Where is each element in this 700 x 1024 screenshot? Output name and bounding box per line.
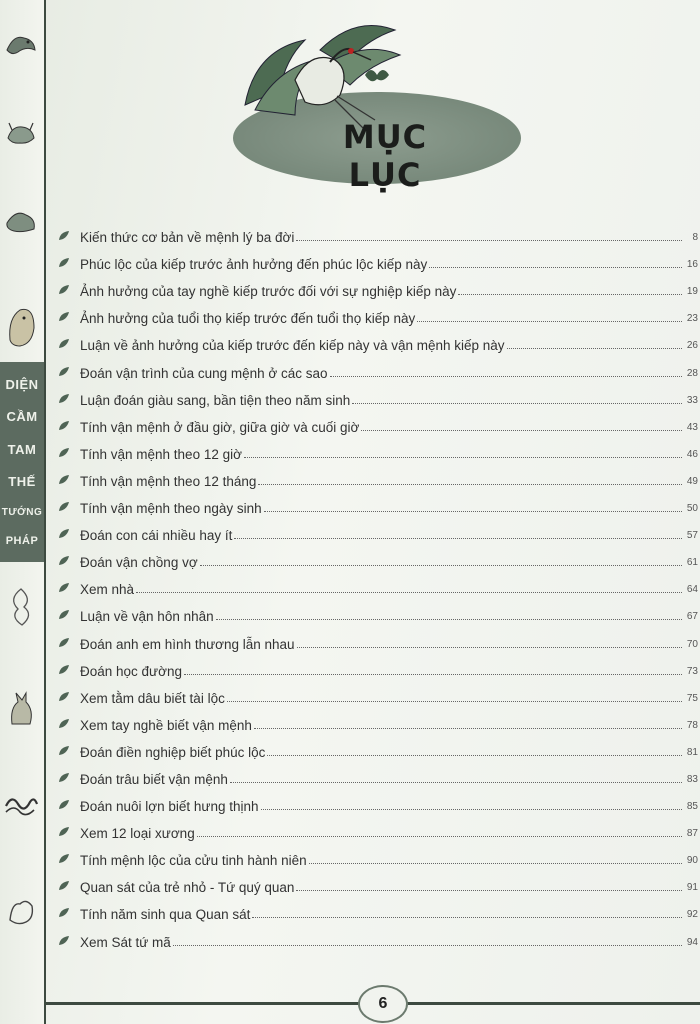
toc-entry[interactable] — [58, 408, 698, 435]
toc-entry[interactable] — [58, 733, 698, 760]
dot-leader — [234, 538, 682, 539]
toc-entry[interactable] — [58, 353, 698, 380]
series-title-word: TAM — [7, 441, 37, 457]
toc-entry[interactable] — [58, 516, 698, 543]
toc-entry-page: 16 — [686, 259, 698, 271]
toc-entry[interactable] — [58, 760, 698, 787]
dragon-icon — [4, 790, 38, 820]
dot-leader — [230, 782, 682, 783]
toc-entry-page: 61 — [686, 557, 698, 569]
toc-entry[interactable] — [58, 245, 698, 272]
toc-entry-page: 81 — [686, 746, 698, 758]
toc-header — [225, 10, 525, 194]
toc-entry-title: Luận đoán giàu sang, bần tiện theo năm sinh — [80, 392, 351, 408]
toc-entry-page: 23 — [686, 313, 698, 325]
leaf-bullet-icon — [58, 771, 70, 785]
toc-entry[interactable] — [58, 543, 698, 570]
zodiac-animal-icon — [4, 890, 38, 930]
dot-leader — [361, 430, 682, 431]
toc-entry[interactable] — [58, 381, 698, 408]
dot-leader — [244, 457, 682, 458]
toc-entry-page: 70 — [686, 638, 698, 650]
toc-entry-page: 50 — [686, 503, 698, 515]
toc-entry-page: 90 — [686, 855, 698, 867]
leaf-bullet-icon — [58, 581, 70, 595]
leaf-bullet-icon — [58, 554, 70, 568]
toc-entry-page: 92 — [686, 909, 698, 921]
leaf-bullet-icon — [58, 310, 70, 324]
toc-entry[interactable] — [58, 922, 698, 949]
series-title-word: CẦM — [6, 409, 38, 425]
toc-entry-title: Đoán vận chồng vợ — [80, 555, 198, 571]
toc-entry-page: 28 — [686, 367, 698, 379]
toc-entry[interactable] — [58, 570, 698, 597]
toc-entry-title: Tính năm sinh qua Quan sát — [80, 907, 251, 923]
toc-entry-title: Xem tay nghề biết vận mệnh — [80, 717, 252, 733]
toc-entry-title: Đoán điền nghiệp biết phúc lộc — [80, 744, 266, 760]
toc-entry-page: 26 — [686, 340, 698, 352]
toc-entry[interactable] — [58, 462, 698, 489]
toc-entry[interactable] — [58, 841, 698, 868]
leaf-bullet-icon — [58, 337, 70, 351]
toc-entry-page: 49 — [686, 475, 698, 487]
dot-leader — [267, 755, 682, 756]
toc-entry-title: Đoán nuôi lợn biết hưng thịnh — [80, 799, 259, 815]
leaf-bullet-icon — [58, 934, 70, 948]
toc-entry[interactable] — [58, 787, 698, 814]
toc-entry-page: 94 — [686, 936, 698, 948]
zodiac-animal-icon — [4, 205, 38, 235]
toc-entry-title: Ảnh hưởng của tuổi thọ kiếp trước đến tuổi thọ kiếp này — [80, 311, 416, 327]
toc-entry-page: 87 — [686, 828, 698, 840]
dot-leader — [197, 836, 682, 837]
dot-leader — [252, 917, 682, 918]
dot-leader — [297, 647, 682, 648]
left-decorative-strip — [0, 0, 46, 1024]
series-title-word: DIỆN — [5, 376, 39, 392]
toc-entry[interactable] — [58, 624, 698, 651]
leaf-bullet-icon — [58, 636, 70, 650]
toc-entry-page: 8 — [692, 232, 698, 244]
dot-leader — [330, 376, 683, 377]
toc-list — [58, 218, 698, 950]
page-number-badge — [358, 985, 408, 1023]
dot-leader — [429, 267, 682, 268]
toc-entry-page: 19 — [686, 286, 698, 298]
toc-entry-title: Tính vận mệnh theo 12 giờ — [80, 446, 242, 462]
toc-entry-title: Luận về vận hôn nhân — [80, 609, 214, 625]
toc-entry-page: 91 — [686, 882, 698, 894]
leaf-bullet-icon — [58, 473, 70, 487]
dot-leader — [296, 890, 682, 891]
toc-entry-title: Tính vận mệnh theo ngày sinh — [80, 501, 262, 517]
toc-entry-title: Xem tằm dâu biết tài lộc — [80, 690, 225, 706]
leaf-bullet-icon — [58, 527, 70, 541]
page-number: 6 — [378, 995, 388, 1012]
toc-entry-page: 33 — [686, 394, 698, 406]
toc-entry-title: Xem nhà — [80, 582, 135, 598]
zodiac-animal-icon — [4, 690, 38, 730]
leaf-bullet-icon — [58, 852, 70, 866]
toc-entry-page: 46 — [686, 448, 698, 460]
toc-entry-title: Đoán con cái nhiều hay ít — [80, 528, 233, 544]
toc-entry-title: Kiến thức cơ bản về mệnh lý ba đời — [80, 230, 295, 246]
toc-entry-title: Tính vận mệnh ở đầu giờ, giữa giờ và cuối giờ — [80, 419, 360, 435]
dot-leader — [507, 348, 682, 349]
toc-entry-title: Luận về ảnh hưởng của kiếp trước đến kiếp này và vận mệnh kiếp này — [80, 338, 505, 354]
toc-entry-title: Đoán vận trình của cung mệnh ở các sao — [80, 365, 328, 381]
zodiac-animal-icon — [4, 585, 38, 630]
dot-leader — [296, 240, 682, 241]
dot-leader — [227, 701, 682, 702]
toc-entry-page: 43 — [686, 421, 698, 433]
leaf-bullet-icon — [58, 392, 70, 406]
dot-leader — [417, 321, 682, 322]
toc-entry[interactable] — [58, 652, 698, 679]
toc-entry-title: Xem 12 loại xương — [80, 826, 195, 842]
toc-entry[interactable] — [58, 272, 698, 299]
leaf-bullet-icon — [58, 283, 70, 297]
dot-leader — [258, 484, 682, 485]
zodiac-animal-icon — [4, 118, 38, 148]
toc-entry-title: Tính vận mệnh theo 12 tháng — [80, 473, 257, 489]
toc-entry-page: 67 — [686, 611, 698, 623]
series-title-word: PHÁP — [5, 535, 39, 548]
dot-leader — [254, 728, 682, 729]
toc-entry-page: 75 — [686, 692, 698, 704]
dot-leader — [216, 619, 682, 620]
dot-leader — [458, 294, 682, 295]
toc-entry-page: 78 — [686, 719, 698, 731]
leaf-bullet-icon — [58, 690, 70, 704]
leaf-bullet-icon — [58, 663, 70, 677]
leaf-bullet-icon — [58, 879, 70, 893]
leaf-bullet-icon — [58, 419, 70, 433]
dot-leader — [352, 403, 682, 404]
toc-entry[interactable] — [58, 868, 698, 895]
leaf-bullet-icon — [58, 365, 70, 379]
toc-entry-title: Đoán anh em hình thương lẫn nhau — [80, 636, 295, 652]
toc-entry-title: Phúc lộc của kiếp trước ảnh hưởng đến phúc lộc kiếp này — [80, 257, 428, 273]
leaf-bullet-icon — [58, 229, 70, 243]
toc-entry[interactable] — [58, 706, 698, 733]
toc-entry-page: 73 — [686, 665, 698, 677]
toc-entry-title: Quan sát của trẻ nhỏ - Tứ quý quan — [80, 880, 295, 896]
dot-leader — [173, 945, 682, 946]
page-title: MỤC LỤC — [342, 118, 428, 194]
toc-entry[interactable] — [58, 299, 698, 326]
zodiac-animal-icon — [4, 300, 38, 350]
toc-entry-page: 85 — [686, 801, 698, 813]
zodiac-animal-icon — [4, 28, 38, 58]
leaf-bullet-icon — [58, 256, 70, 270]
series-title-word: THẾ — [8, 474, 36, 490]
toc-entry-page: 57 — [686, 530, 698, 542]
leaf-bullet-icon — [58, 825, 70, 839]
leaf-bullet-icon — [58, 500, 70, 514]
toc-entry-title: Đoán học đường — [80, 663, 182, 679]
dot-leader — [264, 511, 682, 512]
toc-entry-title: Ảnh hưởng của tay nghề kiếp trước đối với sự nghiệp kiếp này — [80, 284, 457, 300]
toc-entry[interactable] — [58, 679, 698, 706]
dot-leader — [184, 674, 682, 675]
toc-entry[interactable] — [58, 218, 698, 245]
leaf-bullet-icon — [58, 906, 70, 920]
toc-entry-page: 64 — [686, 584, 698, 596]
leaf-bullet-icon — [58, 798, 70, 812]
toc-entry[interactable] — [58, 597, 698, 624]
toc-entry-title: Xem Sát tứ mã — [80, 934, 171, 950]
dot-leader — [136, 592, 682, 593]
toc-entry[interactable] — [58, 326, 698, 353]
toc-entry[interactable] — [58, 895, 698, 922]
toc-entry-title: Đoán trâu biết vận mệnh — [80, 771, 228, 787]
toc-entry-page: 83 — [686, 773, 698, 785]
dot-leader — [261, 809, 682, 810]
toc-entry[interactable] — [58, 489, 698, 516]
leaf-bullet-icon — [58, 608, 70, 622]
dot-leader — [200, 565, 682, 566]
leaf-bullet-icon — [58, 717, 70, 731]
leaf-bullet-icon — [58, 744, 70, 758]
series-title-word: TƯỚNG — [1, 506, 43, 518]
toc-entry-title: Tính mệnh lộc của cửu tinh hành niên — [80, 853, 307, 869]
leaf-bullet-icon — [58, 446, 70, 460]
toc-entry[interactable] — [58, 814, 698, 841]
toc-entry[interactable] — [58, 435, 698, 462]
series-title-band — [0, 362, 44, 562]
dot-leader — [309, 863, 682, 864]
